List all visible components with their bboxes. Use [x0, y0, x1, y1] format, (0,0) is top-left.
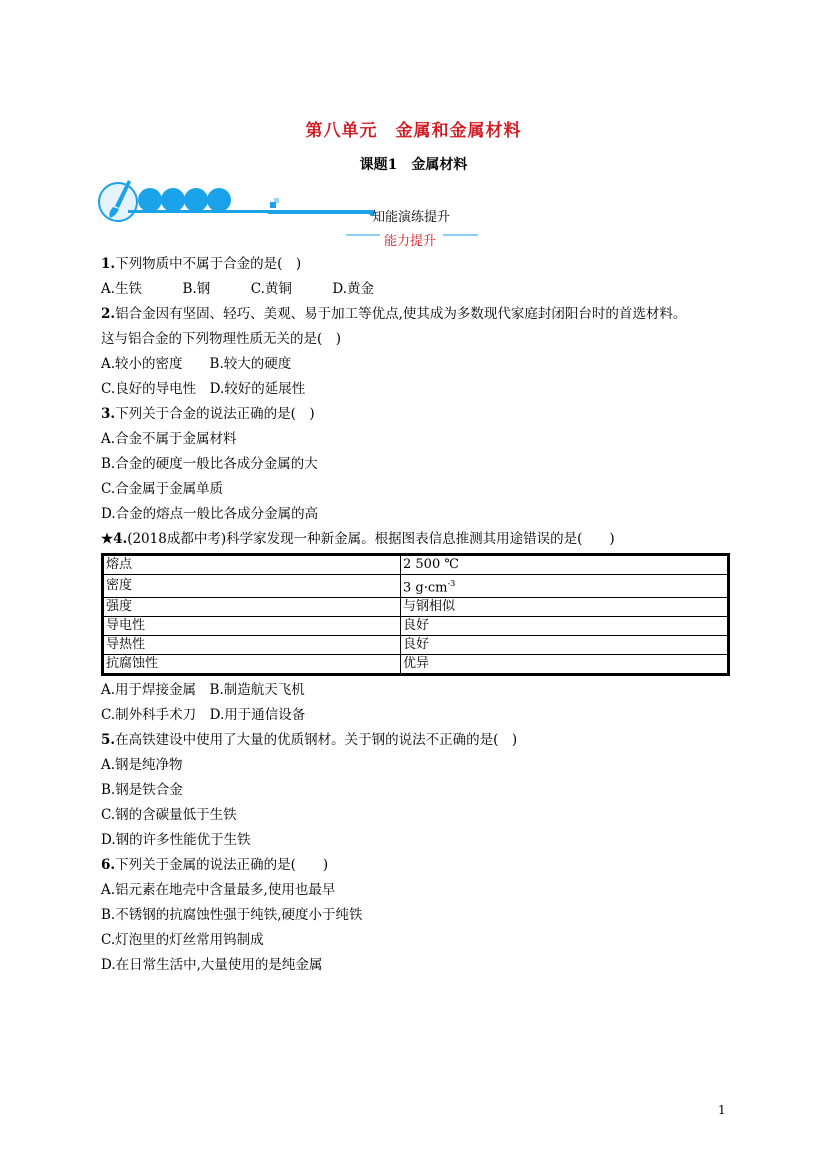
question-1-options: A.生铁 B.钢 C.黄铜 D.黄金 — [101, 281, 375, 297]
table-row — [103, 555, 729, 575]
table-cell-value: 2 500 ℃ — [401, 555, 729, 575]
question-4-options-ab: A.用于焊接金属 B.制造航天飞机 — [101, 682, 305, 699]
question-1-stem: 1.下列物质中不属于合金的是( ) — [101, 256, 302, 272]
question-list — [101, 252, 741, 978]
metal-properties-table — [101, 553, 730, 676]
question-3-option-b: B.合金的硬度一般比各成分金属的大 — [101, 456, 318, 472]
question-5-stem: 5.在高铁建设中使用了大量的优质钢材。关于钢的说法不正确的是( ) — [101, 732, 518, 749]
banner-subtitle: 知能演练提升 — [372, 210, 451, 225]
table-row — [103, 636, 729, 655]
question-6-option-a: A.铝元素在地壳中含量最多,使用也最早 — [101, 882, 336, 899]
question-6-option-b: B.不锈钢的抗腐蚀性强于纯铁,硬度小于纯铁 — [101, 907, 363, 924]
question-5-option-a: A.钢是纯净物 — [101, 757, 183, 774]
page-number: 1 — [718, 1103, 726, 1117]
question-4-options-cd: C.制外科手术刀 D.用于通信设备 — [101, 707, 306, 724]
question-5-option-d: D.钢的许多性能优于生铁 — [101, 832, 251, 849]
table-cell-property: 强度 — [103, 598, 401, 617]
table-cell-property: 抗腐蚀性 — [103, 655, 401, 675]
table-cell-value: 良好 — [401, 617, 729, 636]
table-row — [103, 655, 729, 675]
question-6-option-d: D.在日常生活中,大量使用的是纯金属 — [101, 957, 323, 974]
table-cell-value: 与钢相似 — [401, 598, 729, 617]
banner-dot-1 — [138, 188, 162, 212]
question-2-options-cd: C.良好的导电性 D.较好的延展性 — [101, 381, 306, 397]
table-row — [103, 617, 729, 636]
question-3-option-d: D.合金的熔点一般比各成分金属的高 — [101, 506, 319, 522]
table-cell-value: 3 $g\cdot cm^{-3}$ — [401, 575, 729, 598]
question-3-stem: 3.下列关于合金的说法正确的是( ) — [101, 406, 315, 422]
table-cell-property: 导热性 — [103, 636, 401, 655]
banner-tag: 能力提升 — [383, 234, 436, 249]
question-4-stem: ★4.(2018成都中考)科学家发现一种新金属。根据图表信息推测其用途错误的是( ) — [101, 531, 615, 547]
table-row — [103, 598, 729, 617]
table-cell-value: 良好 — [401, 636, 729, 655]
table-cell-property: 导电性 — [103, 617, 401, 636]
question-6-stem: 6.下列关于金属的说法正确的是( ) — [101, 857, 329, 874]
question-5-option-b: B.钢是铁合金 — [101, 782, 183, 799]
table-row — [103, 575, 729, 598]
question-3-option-c: C.合金属于金属单质 — [101, 481, 224, 497]
unit-title: 第八单元 金属和金属材料 — [305, 121, 522, 141]
question-2-stem: 2.铝合金因有坚固、轻巧、美观、易于加工等优点,使其成为多数现代家庭封闭阳台时的首选材料。 — [101, 306, 687, 322]
question-6-option-c: C.灯泡里的灯丝常用钨制成 — [101, 932, 264, 949]
banner-dot-3 — [184, 188, 208, 212]
star-icon: ★ — [101, 531, 114, 547]
banner-dot-4 — [207, 188, 231, 212]
table-cell-property: 密度 — [103, 575, 401, 598]
question-5-option-c: C.钢的含碳量低于生铁 — [101, 807, 237, 824]
table-cell-value: 优异 — [401, 655, 729, 675]
table-cell-property: 熔点 — [103, 555, 401, 575]
banner-dot-2 — [161, 188, 185, 212]
question-2-options-ab: A.较小的密度 B.较大的硬度 — [101, 356, 292, 372]
question-2-stem-continued: 这与铝合金的下列物理性质无关的是( ) — [101, 331, 342, 347]
lesson-title: 课题1 金属材料 — [359, 157, 468, 173]
question-3-option-a: A.合金不属于金属材料 — [101, 431, 237, 447]
